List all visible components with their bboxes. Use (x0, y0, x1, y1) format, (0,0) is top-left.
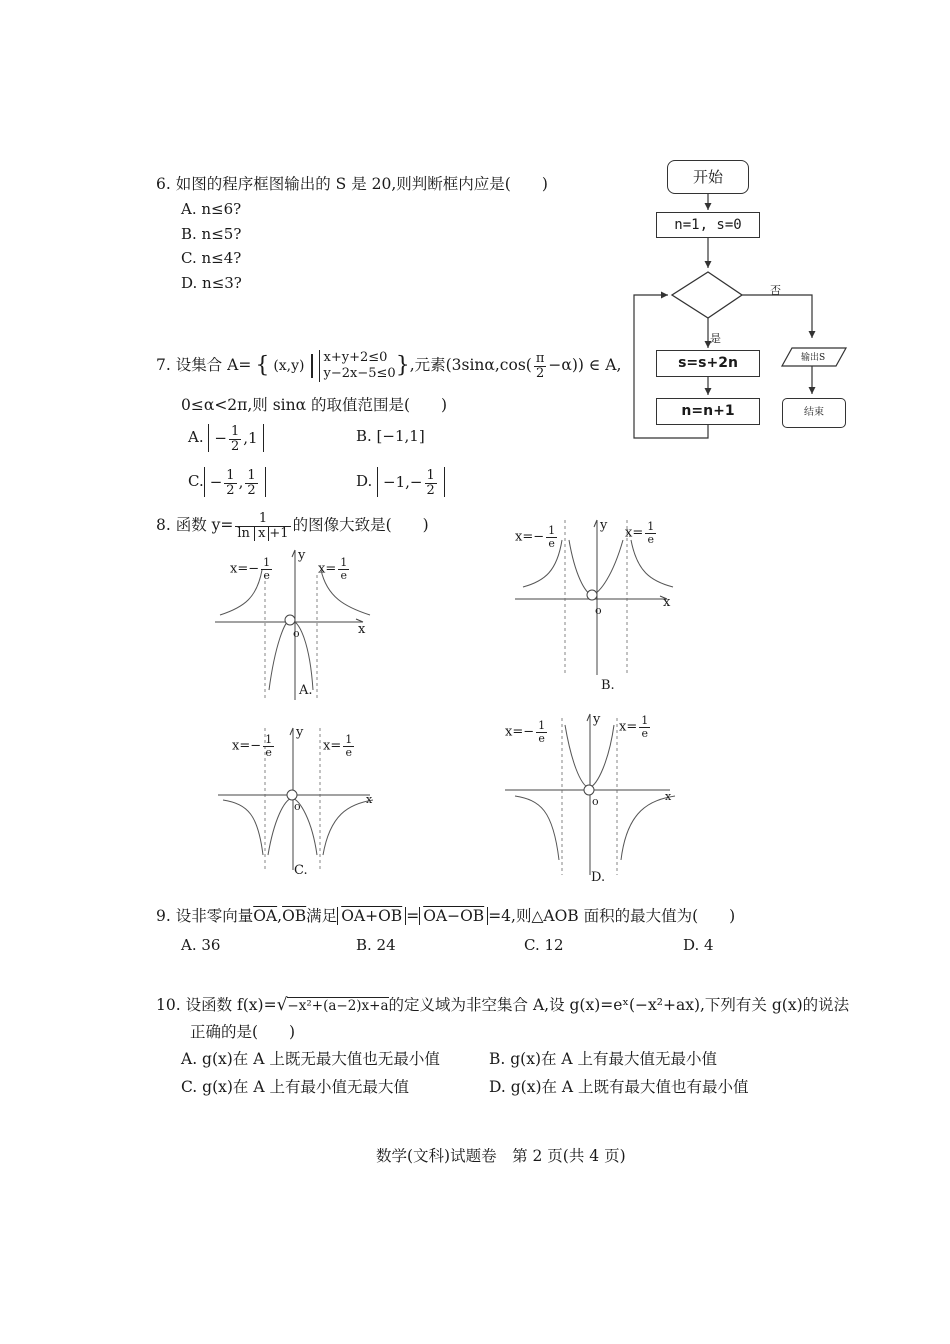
q7-option-b: B. [−1,1] (356, 427, 425, 445)
flowchart (620, 150, 860, 450)
q9-option-c: C. 12 (524, 936, 564, 954)
q7-mid: ,元素(3sinα,cos( (409, 356, 532, 374)
q10-option-d: D. g(x)在 A 上既有最大值也有最小值 (489, 1078, 749, 1096)
q8-label-a: A. (299, 683, 313, 698)
q7-line1: 7. 设集合 A= { (x,y) x+y+2≤0 y−2x−5≤0 },元素(3sinα,cos( $\frac{\pi}{2}$ −α)) ∈ A, (156, 350, 622, 381)
q10-stem: 10. 设函数 f(x)=√−x²+(a−2)x+a的定义域为非空集合 A,设 g(x)=eˣ(−x²+ax),下列有关 g(x)的说法 (156, 995, 850, 1015)
q7-set-var: (x,y) (273, 358, 305, 374)
q7-option-c: C. − $\frac{1}{2}$ , $\frac{1}{2}$ (188, 465, 266, 497)
q6-stem: 6. 如图的程序框图输出的 S 是 20,则判断框内应是( ) (156, 175, 548, 193)
q8-label-b: B. (601, 678, 615, 693)
q7-tail: −α)) ∈ A, (548, 356, 622, 374)
q8-graph-b: x=− $\frac{1}{e}$ x= $\frac{1}{e}$ y x o B. (515, 515, 680, 695)
q8-fraction: $\frac{1}{\text{ln x +1}}$ (237, 510, 289, 541)
q10-option-c: C. g(x)在 A 上有最小值无最大值 (181, 1078, 409, 1096)
q7-ineq-1: x+y+2≤0 (323, 350, 388, 366)
q10-option-a: A. g(x)在 A 上既无最大值也无最小值 (181, 1050, 440, 1068)
flowchart-output: 输出S (801, 353, 826, 363)
q6-option-d: D. n≤3? (181, 274, 242, 292)
flowchart-init: n=1, s=0 (656, 212, 760, 238)
q7-option-a: A. − $\frac{1}{2}$ ,1 (188, 422, 264, 452)
q7-prefix: 7. 设集合 A= (156, 356, 252, 374)
q9-option-d: D. 4 (683, 936, 714, 954)
q8-stem: 8. 函数 y= $\frac{1}{\text{ln x +1}}$ 的图像大致是( ) (156, 510, 429, 541)
q8-graph-d: x=− $\frac{1}{e}$ x= $\frac{1}{e}$ y x o D. (505, 710, 680, 885)
q6-option-b: B. n≤5? (181, 225, 242, 243)
flowchart-no-label: 否 (770, 284, 781, 297)
flowchart-end: 结束 (782, 398, 846, 428)
q8-graph-a: x=− $\frac{1}{e}$ x= $\frac{1}{e}$ y x o A. (215, 545, 375, 705)
flowchart-start: 开始 (667, 160, 749, 194)
q9-option-b: B. 24 (356, 936, 396, 954)
flowchart-step-s: s=s+2n (656, 350, 760, 377)
q6-option-a: A. n≤6? (181, 200, 242, 218)
q10-radicand: −x²+(a−2)x+a (287, 998, 389, 1014)
q9-option-a: A. 36 (181, 936, 221, 954)
q8-label-c: C. (294, 863, 308, 878)
q7-line2: 0≤α<2π,则 sinα 的取值范围是( ) (181, 396, 448, 414)
q7-pi-over-2: $\frac{\pi}{2}$ (535, 350, 545, 381)
decision-diamond (672, 272, 742, 318)
q8-graph-c: x=− $\frac{1}{e}$ x= $\frac{1}{e}$ y x o C. (218, 720, 378, 885)
flowchart-step-n: n=n+1 (656, 398, 760, 425)
q9-stem: 9. 设非零向量$\overline{OA},\overline{OB}$满足 OA+OB = OA−OB =4,则△AOB 面积的最大值为( ) (156, 907, 736, 925)
q7-option-d: D. −1,− $\frac{1}{2}$ (356, 465, 445, 497)
q6-option-c: C. n≤4? (181, 249, 242, 267)
q7-inequalities (319, 350, 396, 381)
flowchart-yes-label: 是 (710, 332, 721, 345)
q7-ineq-2: y−2x−5≤0 (323, 366, 396, 381)
q8-label-d: D. (591, 870, 606, 885)
page-footer: 数学(文科)试题卷 第 2 页(共 4 页) (376, 1147, 626, 1165)
q10-option-b: B. g(x)在 A 上有最大值无最小值 (489, 1050, 718, 1068)
q10-line2: 正确的是( ) (190, 1023, 296, 1041)
